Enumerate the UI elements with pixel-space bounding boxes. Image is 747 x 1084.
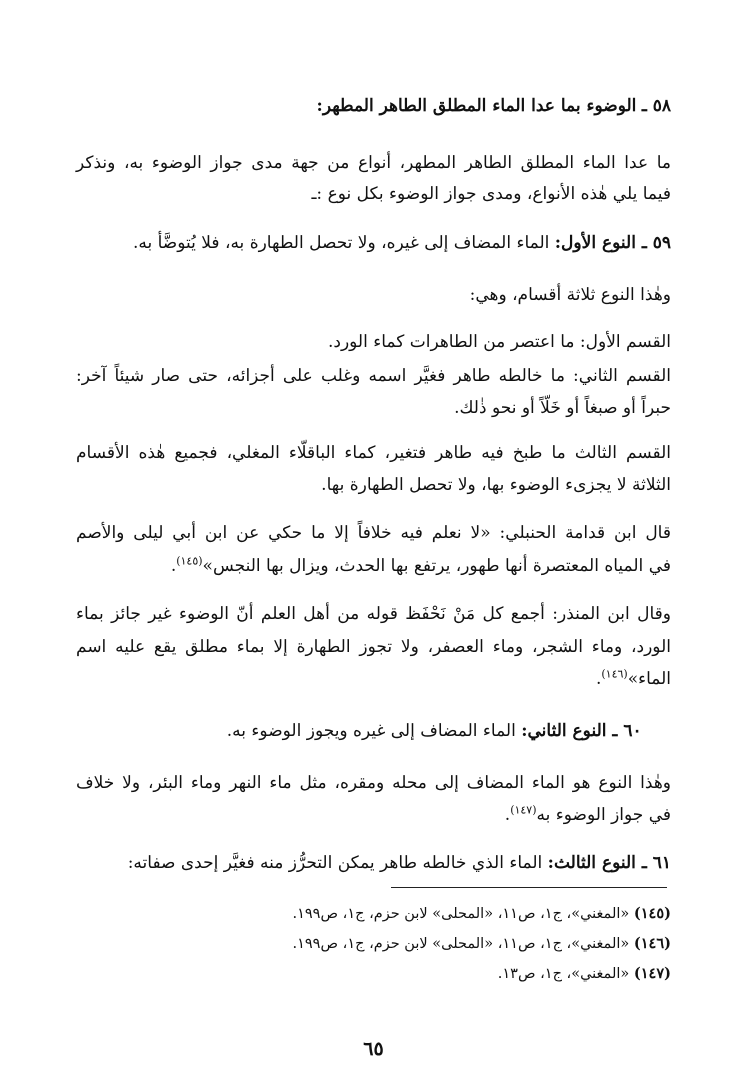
- qudama-quote-line-1: قال ابن قدامة الحنبلي: «لا نعلم فيه خلافاً إلا ما حكي عن ابن أبي ليلى والأصم: [76, 523, 671, 543]
- mundhir-quote-line-1: وقال ابن المنذر: أجمع كل مَنْ نَحْفَظ قوله من أهل العلم أنّ الوضوء غير جائز بماء: [76, 604, 671, 624]
- section-61-text: الماء الذي خالطه طاهر يمكن التحرُّز منه فغيَّر إحدى صفاته:: [127, 853, 543, 873]
- part-2-line-1: القسم الثاني: ما خالطه طاهر فغيَّر اسمه وغلب على أجزائه، حتى صار شيئاً آخر:: [76, 366, 671, 386]
- section-61-label: ٦١ ـ النوع الثالث:: [547, 853, 671, 873]
- footnote-ref-145[interactable]: (١٤٥): [176, 554, 203, 568]
- footnote-divider: [391, 887, 667, 888]
- footnote-145-text: «المغني»، ج١، ص١١، «المحلى» لابن حزم، ج١، ص١٩٩.: [292, 906, 630, 922]
- mundhir-quote-line-2: الورد، وماء الشجر، وماء العصفر، ولا تجوز الطهارة إلا بماء مطلق يقع عليه اسم: [76, 637, 671, 657]
- kinds-paragraph: وهٰذا النوع ثلاثة أقسام، وهي:: [469, 285, 671, 305]
- part-2-line-2: حبراً أو صبغاً أو خَلّاً أو نحو ذٰلك.: [454, 398, 671, 418]
- footnote-147-text: «المغني»، ج١، ص١٣.: [497, 966, 630, 982]
- intro-line-2: فيما يلي هٰذه الأنواع، ومدى جواز الوضوء بكل نوع :ـ: [311, 184, 671, 204]
- section-61-heading: [76, 850, 671, 876]
- section-60-label: ٦٠ ـ النوع الثاني:: [521, 721, 642, 741]
- section-60-heading: [76, 718, 671, 744]
- qudama-quote-end: .: [170, 556, 177, 576]
- footnote-ref-147[interactable]: (١٤٧): [510, 803, 537, 817]
- qudama-quote-line-2: [76, 553, 671, 579]
- section-60-text: الماء المضاف إلى غيره ويجوز الوضوء به.: [226, 721, 516, 741]
- part-3-line-1: القسم الثالث ما طبخ فيه طاهر فتغير، كماء الباقلّاء المغلي، فجميع هٰذه الأقسام: [76, 443, 671, 463]
- section-59-text: الماء المضاف إلى غيره، ولا تحصل الطهارة به، فلا يُتوضَّأ به.: [132, 233, 550, 253]
- para-60-text: في جواز الوضوء به: [536, 805, 671, 825]
- para-60-end: .: [504, 805, 511, 825]
- mundhir-quote-end: .: [595, 669, 602, 689]
- page-number: ٦٥: [363, 1038, 384, 1060]
- intro-line-1: ما عدا الماء المطلق الطاهر المطهر، أنواع من جهة مدى جواز الوضوء به، ونذكر: [76, 153, 671, 173]
- section-59-label: ٥٩ ـ النوع الأول:: [554, 233, 671, 253]
- footnote-146-text: «المغني»، ج١، ص١١، «المحلى» لابن حزم، ج١، ص١٩٩.: [292, 936, 630, 952]
- mundhir-quote-line-3: [76, 666, 671, 692]
- para-60-line-1: وهٰذا النوع هو الماء المضاف إلى محله ومقره، مثل ماء النهر وماء البئر، ولا خلاف: [76, 773, 671, 793]
- section-58-number: ٥٨ ـ: [641, 96, 671, 116]
- footnote-147: [76, 963, 671, 985]
- section-58-heading: [76, 93, 671, 119]
- footnote-147-number: (١٤٧): [633, 965, 671, 982]
- section-59-heading: [76, 230, 671, 256]
- part-1: القسم الأول: ما اعتصر من الطاهرات كماء الورد.: [327, 332, 671, 352]
- section-58-title: الوضوء بما عدا الماء المطلق الطاهر المطهر:: [316, 96, 637, 116]
- footnote-145: [76, 903, 671, 925]
- qudama-quote-text: في المياه المعتصرة أنها طهور، يرتفع بها الحدث، ويزال بها النجس»: [202, 556, 671, 576]
- part-3-line-2: الثلاثة لا يجزىء الوضوء بها، ولا تحصل الطهارة بها.: [321, 475, 671, 495]
- para-60-line-2: [76, 802, 671, 828]
- footnote-146: [76, 933, 671, 955]
- footnote-145-number: (١٤٥): [633, 905, 671, 922]
- footnote-ref-146[interactable]: (١٤٦): [601, 667, 628, 681]
- footnote-146-number: (١٤٦): [633, 935, 671, 952]
- mundhir-quote-text: الماء»: [627, 669, 671, 689]
